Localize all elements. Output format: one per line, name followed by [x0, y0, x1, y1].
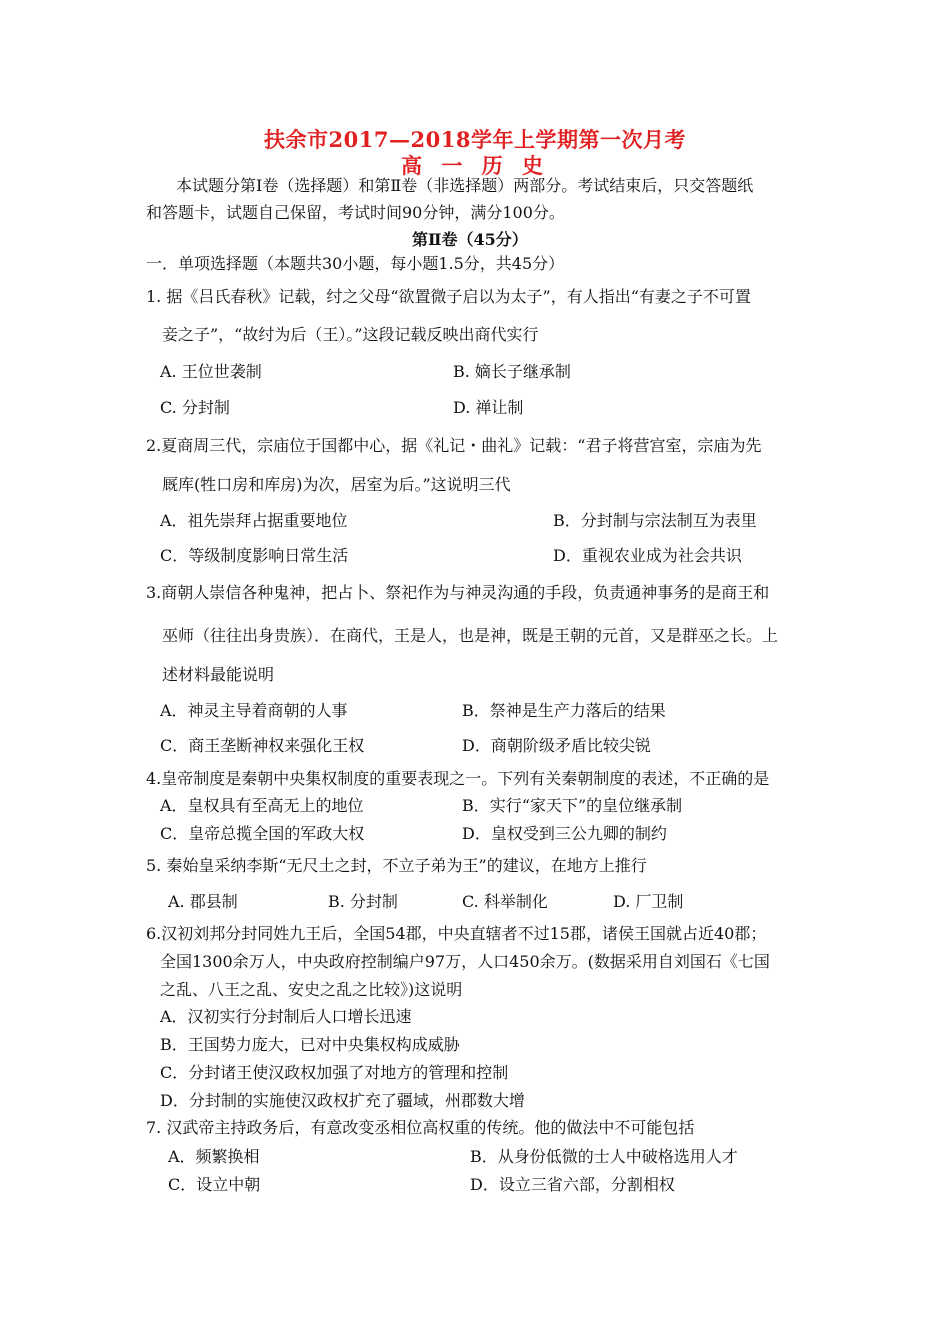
question-7-line: 7. 汉武帝主持政务后，有意改变丞相位高权重的传统。他的做法中不可能包括 [146, 1118, 695, 1137]
question-3-option-d: D．商朝阶级矛盾比较尖锐 [462, 736, 651, 755]
question-5-option-c: C. 科举制化 [462, 892, 548, 911]
question-2-option-d: D．重视农业成为社会共识 [553, 546, 742, 565]
question-5-line: 5. 秦始皇采纳李斯“无尺土之封，不立子弟为王”的建议，在地方上推行 [146, 856, 647, 875]
exam-subject: 高 一 历 史 [401, 153, 549, 178]
question-6-option-d: D．分封制的实施使汉政权扩充了疆域，州郡数大增 [160, 1091, 525, 1110]
question-5-option-b: B. 分封制 [328, 892, 398, 911]
exam-title: 扶余市2017—2018学年上学期第一次月考 [264, 127, 686, 152]
question-3-option-b: B．祭神是生产力落后的结果 [462, 701, 666, 720]
question-6-line: 6.汉初刘邦分封同姓九王后，全国54郡，中央直辖者不过15郡，诸侯王国就占近40郡； [146, 924, 767, 943]
question-7-option-d: D．设立三省六部，分割相权 [470, 1175, 675, 1194]
question-4-option-a: A．皇权具有至高无上的地位 [160, 796, 364, 815]
question-7-option-c: C．设立中朝 [168, 1175, 261, 1194]
question-6-option-a: A．汉初实行分封制后人口增长迅速 [160, 1007, 412, 1026]
question-2-option-b: B．分封制与宗法制互为表里 [553, 511, 757, 530]
question-5-option-a: A. 郡县制 [168, 892, 238, 911]
question-4-option-b: B．实行“家天下”的皇位继承制 [462, 796, 683, 815]
question-4-option-c: C．皇帝总揽全国的军政大权 [160, 824, 365, 843]
question-3-line: 述材料最能说明 [162, 665, 275, 684]
intro-line: 本试题分第Ⅰ卷（选择题）和第Ⅱ卷（非选择题）两部分。考试结束后，只交答题纸 [176, 176, 754, 195]
question-3-option-a: A．神灵主导着商朝的人事 [160, 701, 348, 720]
question-5-option-d: D. 厂卫制 [613, 892, 684, 911]
question-2-line: 2.夏商周三代，宗庙位于国都中心，据《礼记・曲礼》记载：“君子将营宫室，宗庙为先 [146, 436, 762, 455]
question-1-option-d: D. 禅让制 [453, 398, 524, 417]
question-3-line: 3.商朝人崇信各种鬼神，把占卜、祭祀作为与神灵沟通的手段，负责通神事务的是商王和 [146, 583, 770, 602]
question-1-option-a: A. 王位世袭制 [160, 362, 262, 381]
question-2-option-c: C．等级制度影响日常生活 [160, 546, 349, 565]
question-1-option-c: C. 分封制 [160, 398, 230, 417]
question-6-line: 全国1300余万人，中央政府控制编户97万，人口450余万。(数据采用自刘国石《七国 [160, 952, 770, 971]
question-7-option-b: B．从身份低微的士人中破格选用人才 [470, 1147, 738, 1166]
question-4-line: 4.皇帝制度是秦朝中央集权制度的重要表现之一。下列有关秦朝制度的表述，不正确的是 [146, 769, 770, 788]
intro-line: 和答题卡，试题自己保留，考试时间90分钟，满分100分。 [146, 203, 565, 222]
question-4-option-d: D．皇权受到三公九卿的制约 [462, 824, 667, 843]
question-2-line: 厩库(牲口房和库房)为次，居室为后。”这说明三代 [162, 475, 511, 494]
question-1-line: 1. 据《吕氏春秋》记载，纣之父母“欲置微子启以为太子”，有人指出“有妻之子不可置 [146, 287, 751, 306]
question-6-option-b: B．王国势力庞大，已对中央集权构成威胁 [160, 1035, 460, 1054]
question-6-line: 之乱、八王之乱、安史之乱之比较》)这说明 [160, 980, 463, 999]
question-3-line: 巫师（往往出身贵族）．在商代，王是人，也是神，既是王朝的元首，又是群巫之长。上 [162, 626, 779, 645]
part-title: 一．单项选择题（本题共30小题，每小题1.5分，共45分） [146, 254, 565, 273]
section-title: 第Ⅱ卷（45分） [412, 230, 528, 249]
question-7-option-a: A．频繁换相 [168, 1147, 260, 1166]
question-3-option-c: C．商王垄断神权来强化王权 [160, 736, 365, 755]
question-1-line: 妾之子”，“故纣为后（王）。”这段记载反映出商代实行 [162, 325, 539, 344]
question-6-option-c: C．分封诸王使汉政权加强了对地方的管理和控制 [160, 1063, 509, 1082]
question-2-option-a: A．祖先崇拜占据重要地位 [160, 511, 348, 530]
question-1-option-b: B. 嫡长子继承制 [453, 362, 571, 381]
